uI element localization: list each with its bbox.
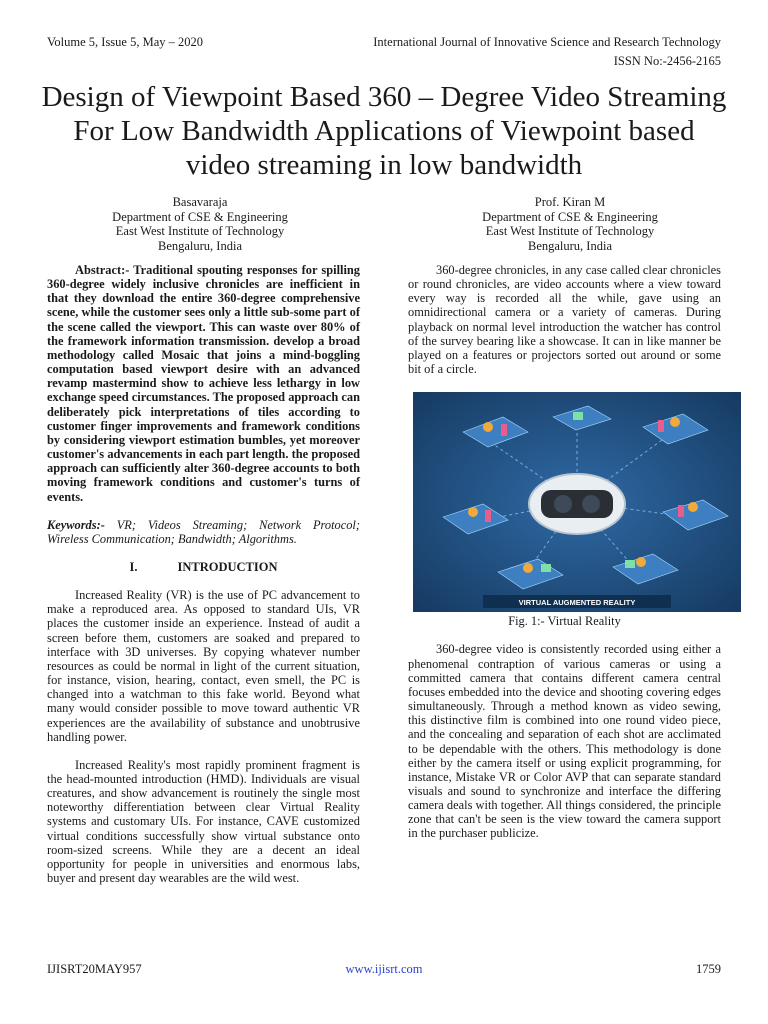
figure-caption: Fig. 1:- Virtual Reality bbox=[508, 614, 621, 629]
issn: ISSN No:-2456-2165 bbox=[613, 54, 721, 68]
journal-url[interactable]: www.ijisrt.com bbox=[345, 962, 423, 976]
author-block-1 bbox=[50, 195, 350, 253]
vr-figure bbox=[413, 392, 741, 612]
keywords-list: VR; Videos Streaming; Network Protocol; Wireless Communication; Bandwidth; Algorithms. bbox=[47, 517, 360, 546]
author-dept: Department of CSE & Engineering bbox=[112, 209, 288, 224]
right-column bbox=[408, 263, 721, 841]
intro-paragraph-1: Increased Reality (VR) is the use of PC advancement to make a reproduced area. As opposed to standard UIs, VR places the customer inside an experience. Instead of audit a screen before them, customers are soaked and prepared to interface with 3D universes. By copying whatever number resources as could be normal in light of the current situation, for instance, vision, hearing, contact, even smell, the PC is changed into a watchman to this fake world. Beyond what many would consider possible to move toward authentic VR experiences are the availability of substance and unobtrusive handling power. bbox=[47, 588, 360, 744]
intro-paragraph-2: Increased Reality's most rapidly prominent fragment is the head-mounted introduction (HMD). Individuals are visual creatures, and show advancement is routinely the single most noteworthy differentiation between clear Virtual Reality systems and customary UIs. For instance, CAVE customized virtual conditions successfully show virtual substance onto room-sized screens. While they are a decent an ideal opportunity for people in universities and enormous labs, buyer and present day wearables are the wild west. bbox=[47, 757, 360, 886]
figure-banner: VIRTUAL AUGMENTED REALITY bbox=[518, 598, 636, 608]
author-city: Bengaluru, India bbox=[527, 238, 612, 253]
author-name: Basavaraja bbox=[172, 195, 228, 209]
author-dept: Department of CSE & Engineering bbox=[482, 209, 658, 224]
author-block-2 bbox=[420, 195, 720, 253]
journal-name: International Journal of Innovative Science and Research Technology bbox=[373, 35, 721, 49]
author-city: Bengaluru, India bbox=[157, 238, 242, 253]
body-paragraph-2: 360-degree video is consistently recorded using either a phenomenal contraption of various cameras or using a committed camera that contains different camera central focuses embedded into the device and shooting covering edges simultaneously. Through a method known as video sewing, this distinctive film is combined into one round video piece, and the concealing and separation of each shot are acclimated to be dependable with the others. This methodology is done either by the camera itself or using explicit programming, for instance, Mistake VR or Color AVP that can separate standard visuals and sound to synchronize and interface the differing camera deals with together. All things considered, the principle zone that can't be seen is the view toward the camera support in the purchaser publicize. bbox=[408, 642, 721, 841]
author-inst: East West Institute of Technology bbox=[485, 224, 655, 238]
page-number: 1759 bbox=[696, 962, 721, 976]
vr-illustration bbox=[413, 392, 741, 612]
section-title: INTRODUCTION bbox=[177, 559, 278, 574]
vr-headset-icon bbox=[529, 474, 625, 534]
paper-code: IJISRT20MAY957 bbox=[47, 962, 142, 976]
author-name: Prof. Kiran M bbox=[534, 195, 606, 209]
keywords-label: Keywords:- bbox=[47, 517, 105, 532]
section-heading bbox=[47, 560, 360, 574]
keywords bbox=[47, 518, 360, 546]
section-number: I. bbox=[129, 559, 138, 574]
abstract: Abstract:- Traditional spouting responses for spilling 360-degree widely inclusive chronicles are inefficient in that they download the entire 360-degree comprehensive scene, while the customer sees only a little sub-some part of the scene called the viewport. This can waste over 80% of the framework information transmission. develop a broad methodology called Mosaic that joins a mind-boggling computation based viewport desire with an advanced revamp mastermind show to achieve less lethargy in low exchange speed circumstances. The proposed approach can deliberately pick interpretations of tiles according to customer finger improvements and framework conditions by considering viewport estimation bumbles, yet moreover customer's advancements in each part length. the proposed approach can sufficiently alter 360-degree accounts to both moving framework conditions and customer's turns of events. bbox=[47, 263, 360, 504]
author-inst: East West Institute of Technology bbox=[115, 224, 285, 238]
paper-title: Design of Viewpoint Based 360 – Degree Video Streaming For Low Bandwidth Applications of Viewpoint based video streaming in low bandwidth bbox=[41, 81, 727, 181]
volume-info: Volume 5, Issue 5, May – 2020 bbox=[47, 35, 204, 49]
body-paragraph-1: 360-degree chronicles, in any case called clear chronicles or round chronicles, are video accounts where a view toward every way is recorded all the while, gave using an omnidirectional camera or a variety of cameras. During playback on normal level introduction the watcher has control of the survey bearing like a showcase. It can in like manner be played on a features or projectors sorted out around or some bit of a circle. bbox=[408, 263, 721, 377]
left-column bbox=[47, 263, 360, 885]
